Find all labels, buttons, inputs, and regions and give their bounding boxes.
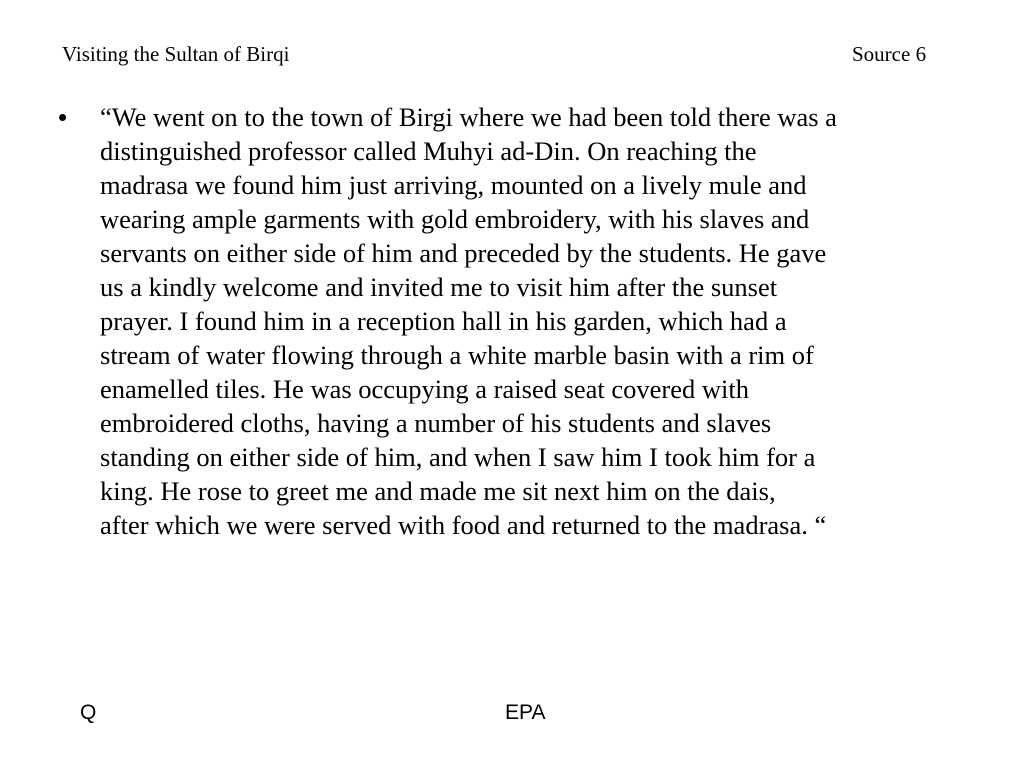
list-item [58, 100, 968, 542]
footer-left-label: Q [80, 701, 97, 724]
quote-line: enamelled tiles. He was occupying a raised seat covered with [100, 374, 750, 404]
quote-text [100, 100, 968, 542]
quote-line: “We went on to the town of Birgi where we had been told there was a [100, 102, 837, 132]
quote-line: distinguished professor called Muhyi ad-Din. On reaching the [100, 136, 757, 166]
quote-line: king. He rose to greet me and made me sit next him on the dais, [100, 476, 776, 506]
bullet-list [58, 100, 968, 542]
quote-line: stream of water flowing through a white marble basin with a rim of [100, 340, 814, 370]
source-label: Source 6 [852, 42, 927, 66]
quote-line: standing on either side of him, and when I saw him I took him for a [100, 442, 816, 472]
bullet-marker: • [58, 102, 68, 132]
quote-line: madrasa we found him just arriving, mounted on a lively mule and [100, 170, 807, 200]
quote-line: after which we were served with food and returned to the madrasa. “ [100, 510, 827, 540]
quote-line: us a kindly welcome and invited me to visit him after the sunset [100, 272, 778, 302]
footer-center-label: EPA [505, 701, 546, 724]
quote-line: wearing ample garments with gold embroidery, with his slaves and [100, 204, 810, 234]
quote-line: prayer. I found him in a reception hall in his garden, which had a [100, 306, 787, 336]
slide-title: Visiting the Sultan of Birqi [62, 42, 290, 66]
quote-line: servants on either side of him and preceded by the students. He gave [100, 238, 827, 268]
quote-line: embroidered cloths, having a number of his students and slaves [100, 408, 772, 438]
